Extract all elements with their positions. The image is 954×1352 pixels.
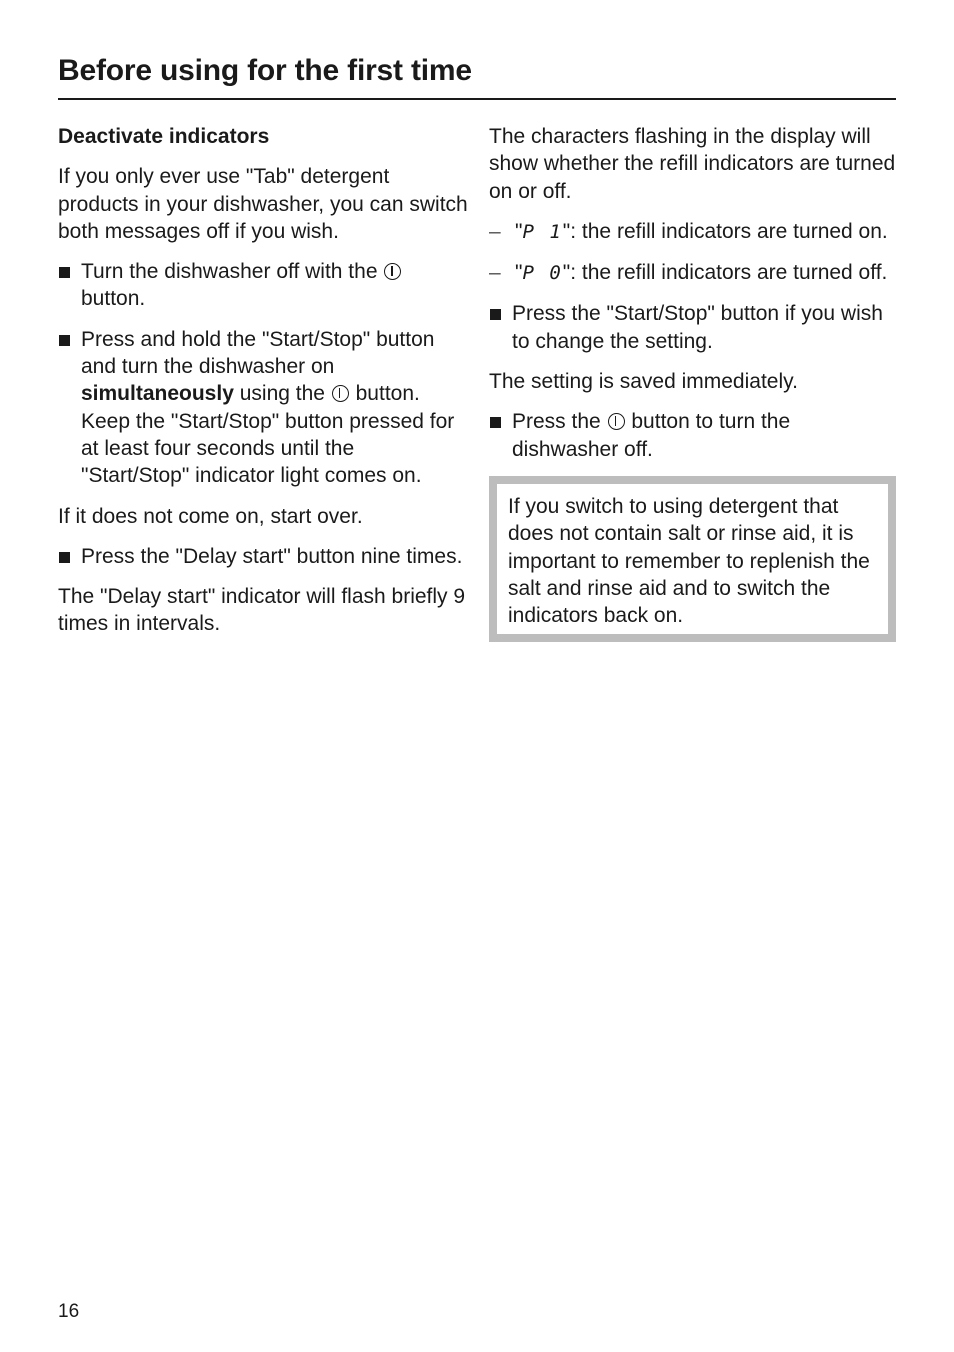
step-change-setting	[489, 300, 896, 355]
note-text: If you switch to using detergent that does not contain salt or rinse aid, it is important to remember to replenish the salt and rinse aid and to switch the indicators back on.	[508, 494, 870, 628]
option-indicators-on	[489, 218, 896, 246]
retry-paragraph: If it does not come on, start over.	[58, 504, 363, 528]
title-divider	[58, 98, 896, 100]
power-icon	[332, 385, 349, 402]
quote-mark: "	[515, 261, 523, 285]
step-press-and-hold	[58, 326, 468, 490]
option-text: ": the refill indicators are turned off.	[562, 261, 888, 285]
step-text: button.	[81, 287, 146, 311]
display-info-paragraph: The characters flashing in the display will show whether the refill indicators are turned on or off.	[489, 125, 896, 203]
step-text: Press the "Delay start" button nine times.	[81, 544, 463, 568]
step-text: Press and hold the "Start/Stop" button and turn the dishwasher on	[81, 327, 435, 379]
option-indicators-off	[489, 259, 896, 287]
quote-mark: "	[515, 219, 523, 243]
section-heading: Deactivate indicators	[58, 125, 270, 148]
right-column	[489, 123, 896, 642]
page-title: Before using for the first time	[58, 54, 472, 87]
step-text: button to turn the dishwasher off.	[512, 410, 791, 461]
flash-info-paragraph: The "Delay start" indicator will flash briefly 9 times in intervals.	[58, 585, 466, 636]
display-code-p1: P 1	[522, 220, 563, 243]
step-text: using the	[233, 382, 331, 406]
step-turn-off	[58, 258, 468, 313]
page-number: 16	[58, 1301, 80, 1322]
step-text: button. Keep the "Start/Stop" button pressed for at least four seconds until the "Start/Stop" indicator light comes on.	[81, 382, 455, 488]
saved-paragraph: The setting is saved immediately.	[489, 370, 798, 394]
intro-paragraph: If you only ever use "Tab" detergent products in your dishwasher, you can switch both messages off if you wish.	[58, 165, 468, 243]
step-text: Turn the dishwasher off with the	[81, 260, 384, 284]
step-text: Press the "Start/Stop" button if you wish to change the setting.	[512, 302, 883, 353]
left-column	[58, 123, 468, 651]
step-turn-off-final	[489, 408, 896, 463]
power-icon	[608, 413, 625, 430]
option-text: ": the refill indicators are turned on.	[562, 219, 888, 243]
display-code-p0: P 0	[522, 262, 563, 285]
step-text: Press the	[512, 410, 607, 434]
step-delay-start	[58, 543, 468, 570]
note-box	[489, 476, 896, 642]
emphasis-text: simultaneously	[81, 382, 234, 406]
power-icon	[384, 263, 401, 280]
